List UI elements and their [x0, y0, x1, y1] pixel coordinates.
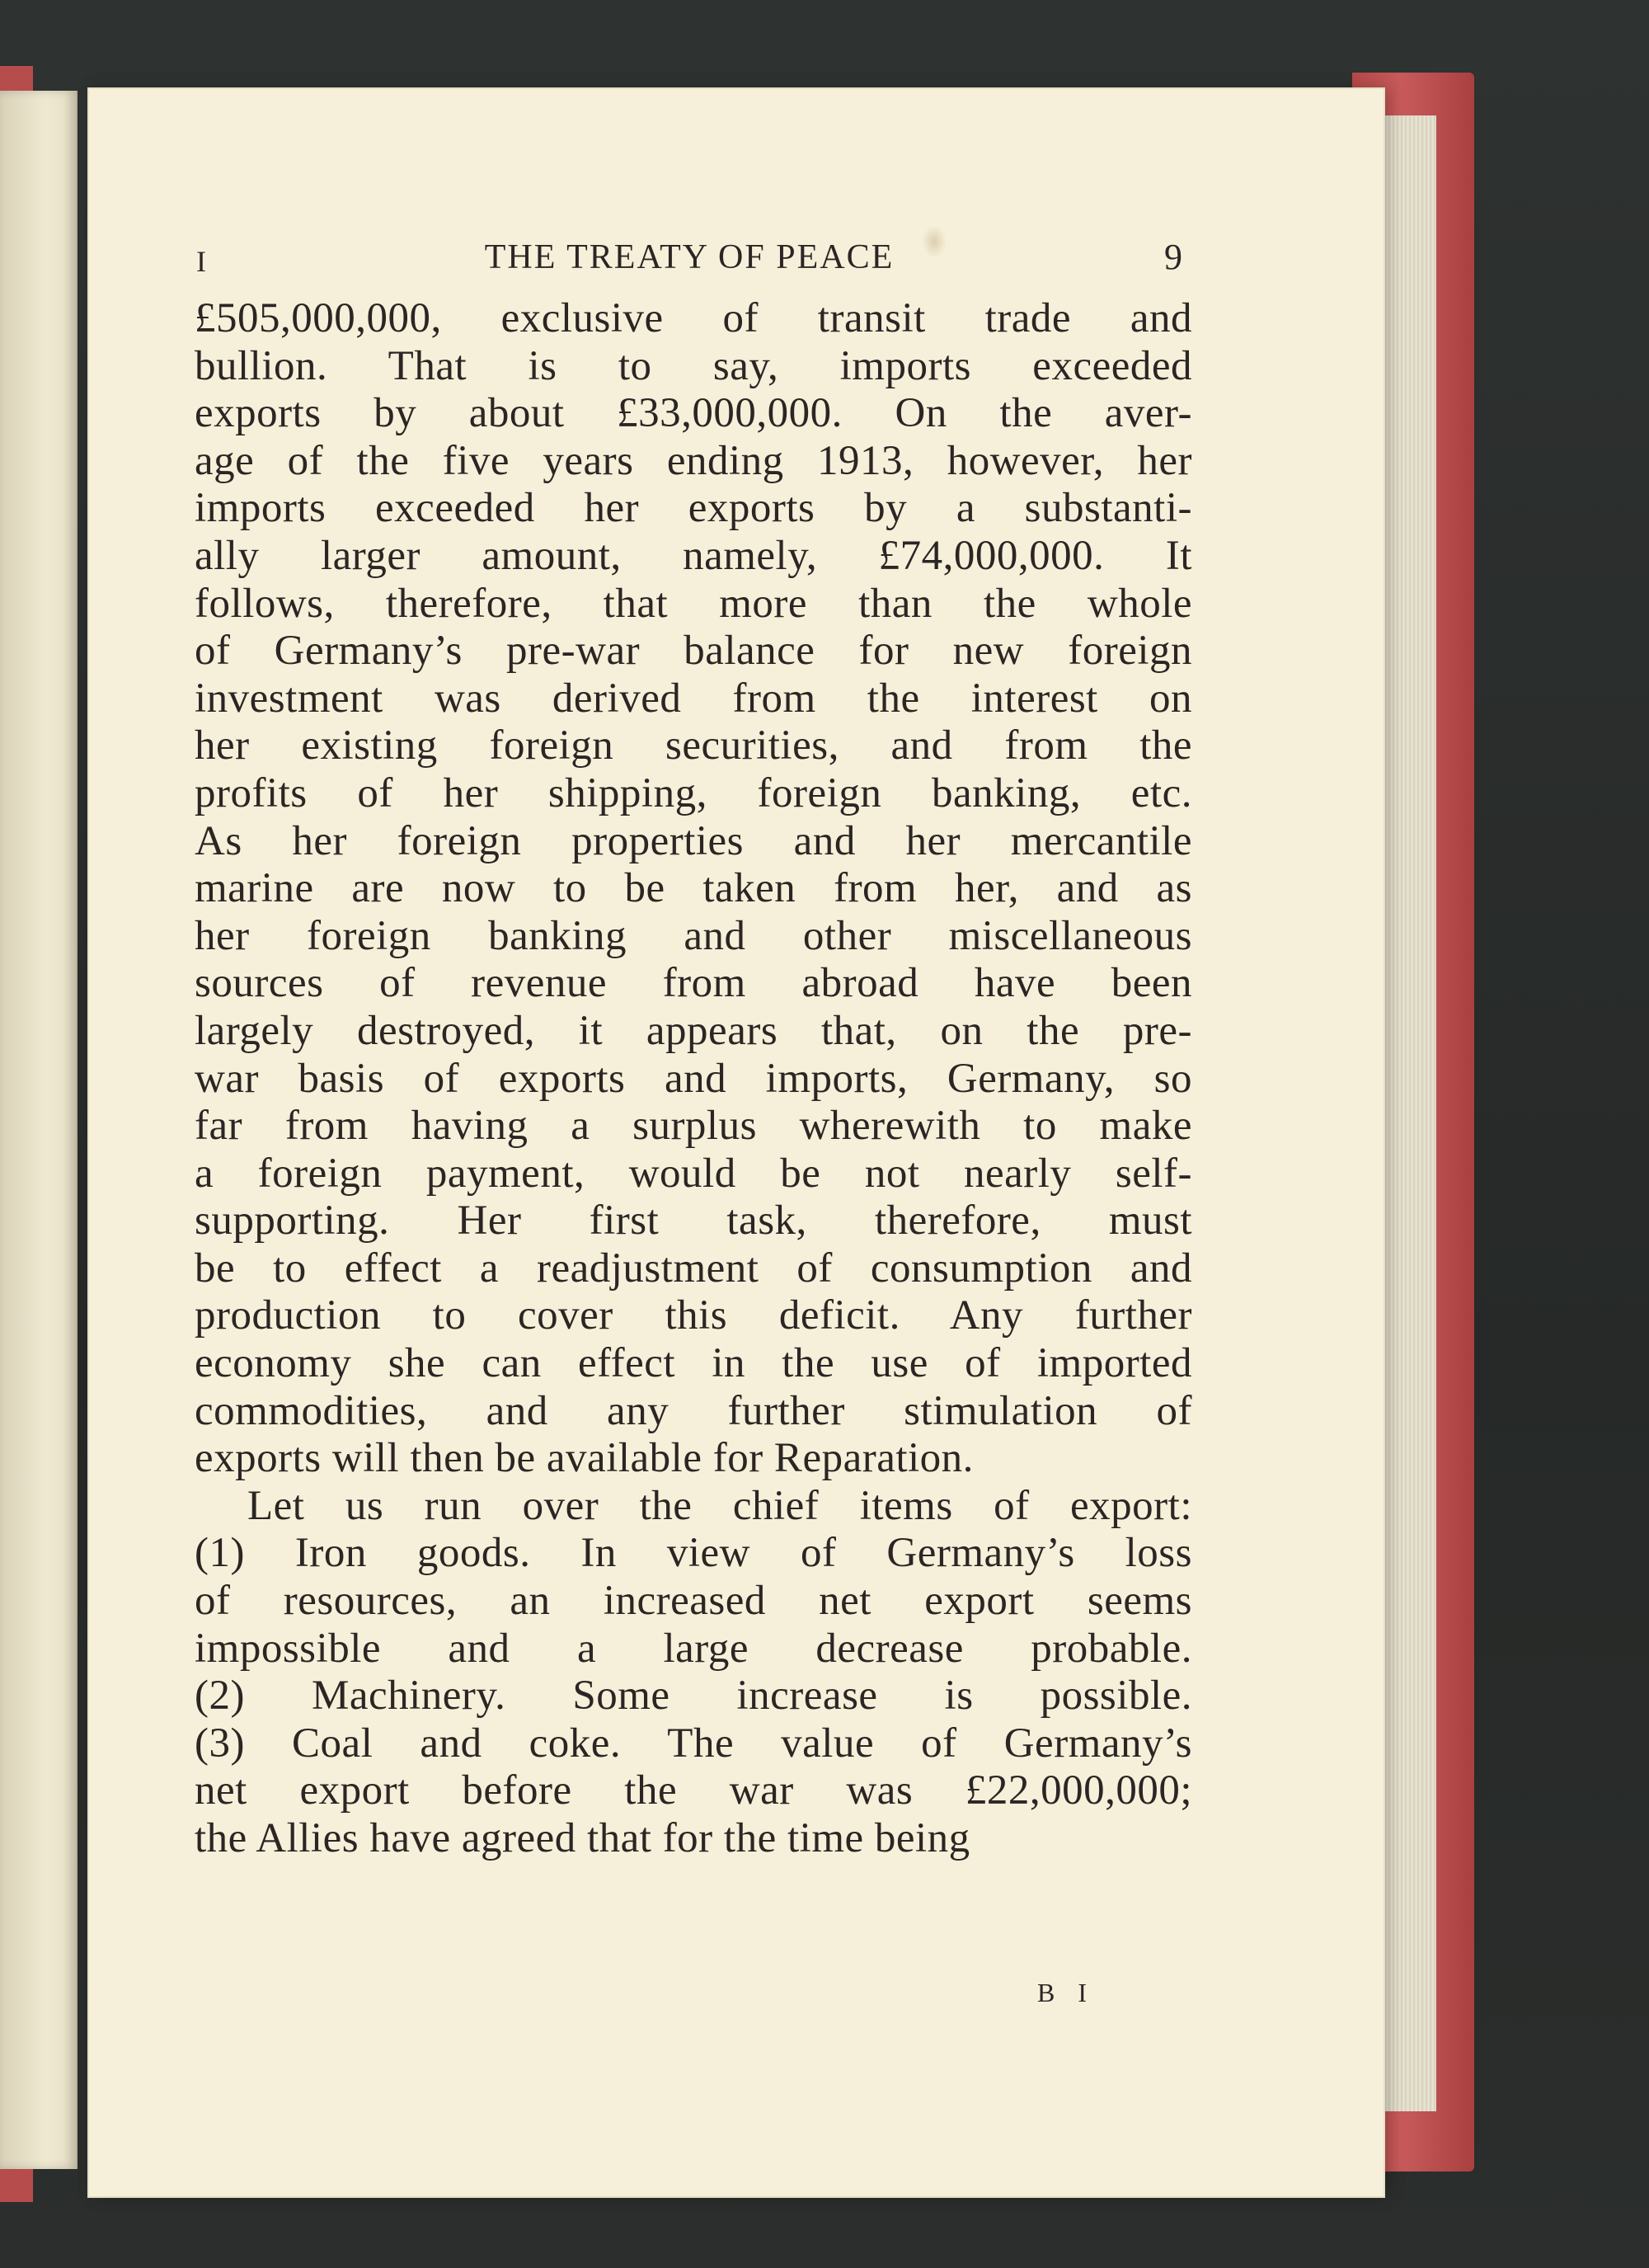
signature-mark: B I	[1037, 1978, 1095, 2007]
text-line: follows, therefore, that more than the whole	[195, 580, 1192, 627]
page-header	[186, 229, 1192, 279]
text-line: her existing foreign securities, and from the	[195, 722, 1192, 769]
previous-page-edge	[0, 91, 78, 2169]
text-line: exports will then be available for Reparation.	[195, 1435, 974, 1482]
body-text	[195, 295, 1192, 1863]
book-page	[89, 89, 1384, 2196]
text-line: imports exceeded her exports by a substanti-	[195, 485, 1192, 532]
text-line: marine are now to be taken from her, and as	[195, 865, 1192, 912]
text-line: (3) Coal and coke. The value of Germany’s	[195, 1720, 1192, 1767]
text-line: impossible and a large decrease probable.	[195, 1625, 1192, 1672]
paragraph	[195, 1483, 1192, 1863]
text-line: sources of revenue from abroad have been	[195, 960, 1192, 1007]
page-stack	[1375, 115, 1436, 2111]
text-line: investment was derived from the interest on	[195, 675, 1192, 722]
text-line: age of the five years ending 1913, however, her	[195, 437, 1192, 484]
paragraph	[195, 295, 1192, 1483]
text-line: the Allies have agreed that for the time being	[195, 1815, 970, 1861]
text-line: As her foreign properties and her mercantile	[195, 817, 1192, 864]
text-line: largely destroyed, it appears that, on the pre-	[195, 1007, 1192, 1054]
text-line: far from having a surplus wherewith to make	[195, 1103, 1192, 1150]
page-number: 9	[1164, 237, 1182, 277]
text-line: Let us run over the chief items of export:	[247, 1482, 1192, 1529]
text-line: profits of her shipping, foreign banking, etc.	[195, 769, 1192, 816]
text-line: her foreign banking and other miscellaneous	[195, 912, 1192, 959]
text-line: £505,000,000, exclusive of transit trade and	[195, 295, 1192, 341]
text-line: be to effect a readjustment of consumption and	[195, 1245, 1192, 1292]
text-line: (1) Iron goods. In view of Germany’s loss	[195, 1530, 1192, 1577]
text-line: (2) Machinery. Some increase is possible.	[195, 1673, 1192, 1720]
text-line: ally larger amount, namely, £74,000,000. It	[195, 532, 1192, 579]
text-line: a foreign payment, would be not nearly self-	[195, 1150, 1192, 1197]
text-line: of Germany’s pre-war balance for new foreign	[195, 628, 1192, 675]
running-title: THE TREATY OF PEACE	[484, 238, 895, 276]
text-line: net export before the war was £22,000,000;	[195, 1767, 1192, 1814]
text-line: bullion. That is to say, imports exceeded	[195, 342, 1192, 389]
chapter-number: I	[196, 245, 207, 278]
text-line: exports by about £33,000,000. On the aver-	[195, 390, 1192, 437]
text-line: of resources, an increased net export seems	[195, 1578, 1192, 1625]
text-line: supporting. Her first task, therefore, must	[195, 1198, 1192, 1245]
text-line: production to cover this deficit. Any further	[195, 1292, 1192, 1339]
text-line: war basis of exports and imports, Germany, so	[195, 1055, 1192, 1102]
text-line: commodities, and any further stimulation of	[195, 1387, 1192, 1434]
text-line: economy she can effect in the use of imported	[195, 1340, 1192, 1387]
